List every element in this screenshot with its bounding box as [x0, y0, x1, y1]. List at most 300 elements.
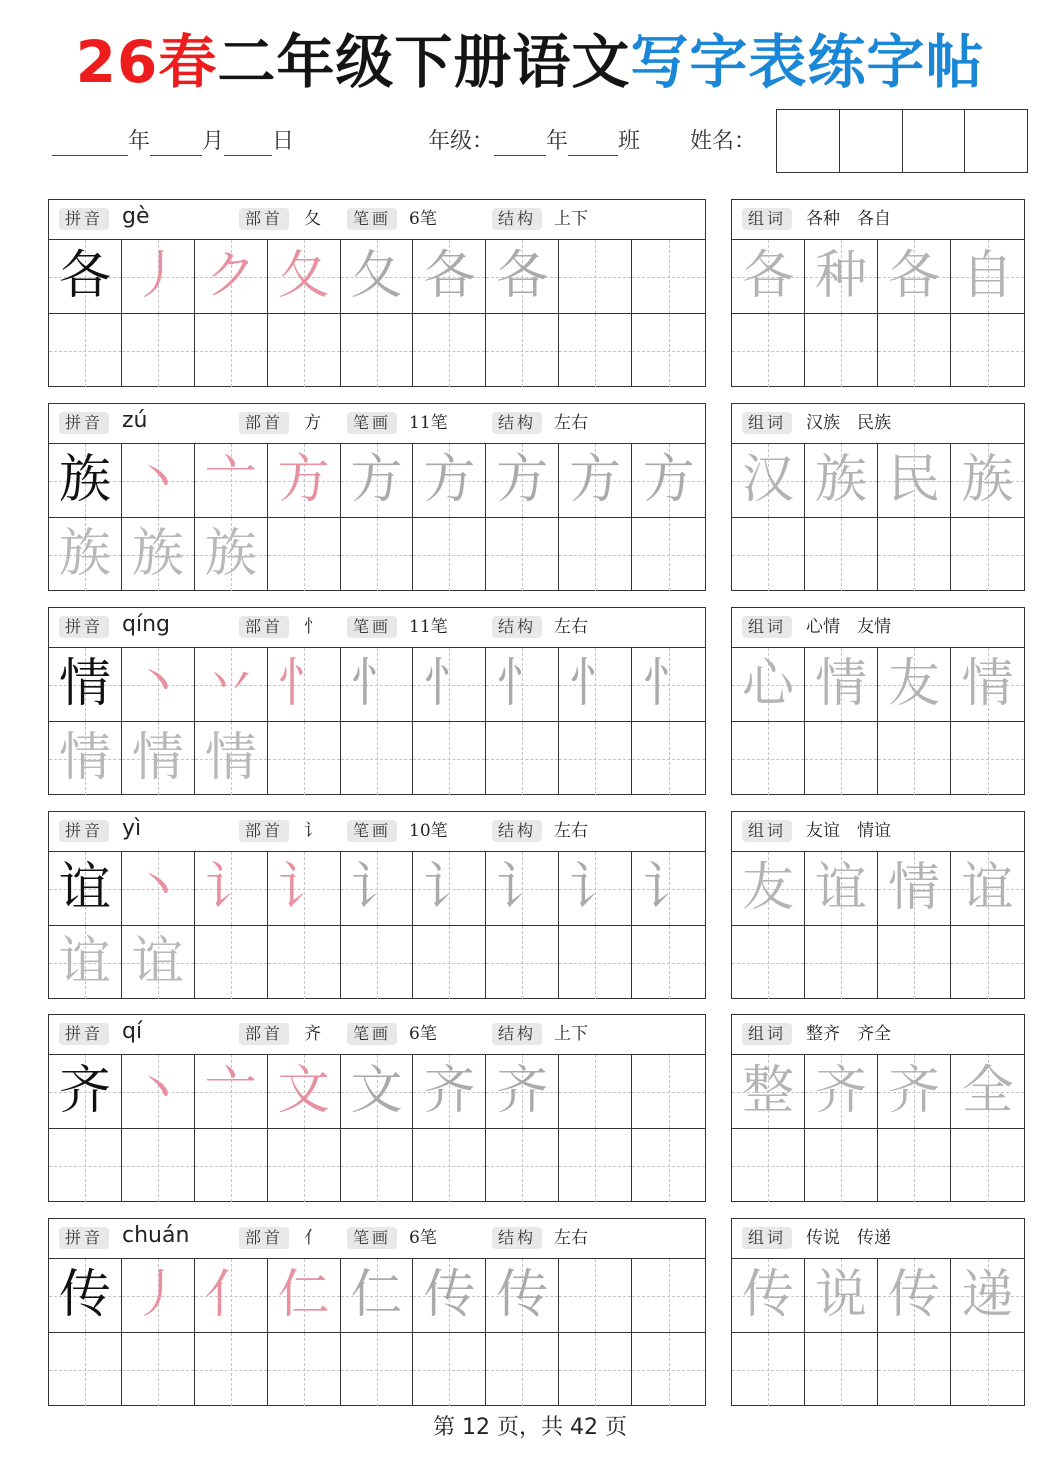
character-practice-panel: [48, 1218, 706, 1406]
word-practice-panel: [731, 403, 1025, 591]
stroke-step: 丷: [204, 654, 257, 714]
strokes-value: 10笔: [409, 821, 448, 841]
grid-cell[interactable]: [122, 518, 195, 591]
page-footer: 第 12 页，共 42 页: [433, 1415, 627, 1440]
grid-cell[interactable]: [268, 1259, 341, 1332]
stroke-step: 忄: [569, 654, 622, 714]
grid-cell[interactable]: [413, 1055, 486, 1128]
grid-cell[interactable]: [559, 240, 632, 313]
character-practice-panel: [48, 403, 706, 591]
grid-cell[interactable]: [122, 648, 195, 721]
grid-cell[interactable]: [413, 444, 486, 517]
grid-cell[interactable]: [413, 926, 486, 999]
grid-cell[interactable]: [413, 648, 486, 721]
words-tag: 组词: [742, 820, 792, 842]
grid-cell[interactable]: [951, 240, 1024, 313]
stroke-step: 文: [350, 1061, 403, 1121]
word-character: 友: [741, 858, 794, 918]
grid-cell[interactable]: [49, 518, 122, 591]
title-part-red: 26春: [75, 28, 218, 96]
grid-cell[interactable]: [632, 240, 705, 313]
grid-cell[interactable]: [632, 444, 705, 517]
month-blank[interactable]: [150, 129, 202, 156]
grid-cell[interactable]: [268, 314, 341, 387]
name-label: 姓名：: [690, 129, 757, 154]
grid-cell[interactable]: [268, 240, 341, 313]
trace-character: 情: [131, 728, 184, 788]
trace-character: 情: [204, 728, 257, 788]
radical-value: 夂: [304, 209, 321, 229]
words-tag: 组词: [742, 412, 792, 434]
stroke-step: 方: [642, 450, 695, 510]
stroke-step: 丿: [131, 246, 184, 306]
grid-cell[interactable]: [951, 1055, 1024, 1128]
grid-cell[interactable]: [632, 648, 705, 721]
radical-value: 方: [304, 413, 321, 433]
grid-cell[interactable]: [341, 1129, 414, 1202]
grid-cell[interactable]: [951, 1129, 1024, 1202]
stroke-step: 方: [423, 450, 476, 510]
pinyin-value: zú: [122, 408, 148, 433]
grid-cell[interactable]: [559, 722, 632, 795]
grid-cell[interactable]: [878, 1129, 951, 1202]
word-info-header: [732, 1015, 1024, 1055]
grid-cell[interactable]: [486, 722, 559, 795]
word-character: 整: [741, 1061, 794, 1121]
stroke-step: 忄: [277, 654, 330, 714]
grid-cell[interactable]: [632, 518, 705, 591]
grid-cell[interactable]: [268, 926, 341, 999]
character-info-header: [49, 404, 705, 444]
grid-cell[interactable]: [413, 240, 486, 313]
grid-cell[interactable]: [559, 926, 632, 999]
grid-cell[interactable]: [559, 1259, 632, 1332]
grid-cell[interactable]: [732, 1055, 805, 1128]
words-value: 传说 传递: [806, 1228, 891, 1248]
grid-cell[interactable]: [49, 240, 122, 313]
grid-cell[interactable]: [268, 1055, 341, 1128]
grid-cell[interactable]: [268, 722, 341, 795]
grid-cell[interactable]: [878, 1055, 951, 1128]
grid-cell[interactable]: [805, 648, 878, 721]
character-practice-panel: [48, 607, 706, 795]
strokes-value: 6笔: [409, 1228, 437, 1248]
grid-cell[interactable]: [195, 1055, 268, 1128]
character-practice-panel: [48, 1014, 706, 1202]
grid-cell[interactable]: [732, 1259, 805, 1332]
stroke-order-row: [49, 240, 705, 313]
grid-cell[interactable]: [878, 314, 951, 387]
grade-label: 年级：: [428, 129, 495, 154]
grid-cell[interactable]: [195, 240, 268, 313]
grid-cell[interactable]: [413, 722, 486, 795]
tracing-row: [49, 925, 705, 999]
grid-cell[interactable]: [632, 1129, 705, 1202]
grid-cell[interactable]: [195, 1129, 268, 1202]
character-practice-panel: [48, 811, 706, 999]
grid-cell[interactable]: [195, 518, 268, 591]
grade-class-blank[interactable]: [568, 129, 618, 156]
words-value: 整齐 齐全: [806, 1024, 891, 1044]
grid-cell[interactable]: [951, 852, 1024, 925]
strokes-tag: 笔画: [347, 412, 397, 434]
grid-cell[interactable]: [486, 518, 559, 591]
grid-cell[interactable]: [632, 926, 705, 999]
grade-year-blank[interactable]: [494, 129, 546, 156]
word-practice-panel: [731, 199, 1025, 387]
word-grid: [732, 852, 1024, 998]
grid-cell[interactable]: [486, 240, 559, 313]
stroke-step: 方: [277, 450, 330, 510]
word-character: 民: [887, 450, 940, 510]
word-character: 各: [741, 246, 794, 306]
stroke-step: 讠: [277, 858, 330, 918]
stroke-step: 方: [350, 450, 403, 510]
grid-cell[interactable]: [122, 1129, 195, 1202]
grid-cell[interactable]: [632, 314, 705, 387]
main-character: 族: [58, 450, 111, 510]
grid-cell[interactable]: [732, 852, 805, 925]
words-value: 汉族 民族: [806, 413, 891, 433]
grid-cell[interactable]: [878, 648, 951, 721]
trace-character: 族: [204, 524, 257, 584]
grid-cell[interactable]: [951, 722, 1024, 795]
strokes-tag: 笔画: [347, 616, 397, 638]
word-character: 友: [887, 654, 940, 714]
grid-cell[interactable]: [559, 1055, 632, 1128]
grid-cell[interactable]: [732, 648, 805, 721]
grid-cell[interactable]: [268, 1129, 341, 1202]
grid-cell[interactable]: [122, 444, 195, 517]
grid-cell[interactable]: [732, 240, 805, 313]
grid-cell[interactable]: [951, 926, 1024, 999]
grid-cell[interactable]: [559, 1333, 632, 1406]
grid-cell[interactable]: [951, 648, 1024, 721]
grid-cell[interactable]: [49, 1259, 122, 1332]
grid-cell[interactable]: [486, 314, 559, 387]
main-character: 传: [58, 1265, 111, 1325]
grid-cell[interactable]: [341, 648, 414, 721]
grid-cell[interactable]: [49, 926, 122, 999]
grid-cell[interactable]: [122, 926, 195, 999]
stroke-step: 文: [277, 1061, 330, 1121]
grid-cell[interactable]: [122, 852, 195, 925]
word-character: 情: [814, 654, 867, 714]
grid-cell[interactable]: [732, 1333, 805, 1406]
word-info-header: [732, 1219, 1024, 1259]
stroke-step: 夂: [350, 246, 403, 306]
grid-cell[interactable]: [268, 518, 341, 591]
grid-cell[interactable]: [341, 1259, 414, 1332]
words-value: 心情 友情: [806, 617, 891, 637]
pinyin-value: yì: [122, 816, 142, 841]
grid-cell[interactable]: [878, 722, 951, 795]
grid-cell[interactable]: [951, 444, 1024, 517]
grid-cell[interactable]: [195, 1333, 268, 1406]
stroke-step: 忄: [423, 654, 476, 714]
name-box[interactable]: [777, 110, 840, 172]
grid-cell[interactable]: [878, 1333, 951, 1406]
grade-line: [428, 128, 640, 168]
grid-cell[interactable]: [559, 518, 632, 591]
word-trace-row: [732, 1259, 1024, 1332]
structure-tag: 结构: [492, 1023, 542, 1045]
structure-value: 左右: [554, 617, 588, 637]
grid-cell[interactable]: [559, 648, 632, 721]
radical-value: 齐: [304, 1024, 321, 1044]
name-box[interactable]: [840, 110, 903, 172]
word-practice-panel: [731, 1014, 1025, 1202]
words-tag: 组词: [742, 1023, 792, 1045]
grid-cell[interactable]: [878, 1259, 951, 1332]
strokes-tag: 笔画: [347, 1227, 397, 1249]
word-character: 情: [887, 858, 940, 918]
grid-cell[interactable]: [805, 1333, 878, 1406]
word-grid: [732, 444, 1024, 590]
grid-cell[interactable]: [632, 1055, 705, 1128]
stroke-step: 方: [569, 450, 622, 510]
grid-cell[interactable]: [268, 1333, 341, 1406]
grid-cell[interactable]: [268, 852, 341, 925]
grid-cell[interactable]: [559, 314, 632, 387]
grid-cell[interactable]: [486, 1055, 559, 1128]
grid-cell[interactable]: [49, 314, 122, 387]
stroke-order-row: [49, 648, 705, 721]
word-character: 谊: [961, 858, 1014, 918]
grid-cell[interactable]: [341, 444, 414, 517]
word-trace-row: [732, 240, 1024, 313]
grid-cell[interactable]: [805, 1259, 878, 1332]
radical-tag: 部首: [239, 820, 289, 842]
strokes-value: 11笔: [409, 617, 448, 637]
tracing-row: [49, 721, 705, 795]
main-character: 谊: [58, 858, 111, 918]
name-box[interactable]: [903, 110, 966, 172]
grid-cell[interactable]: [122, 1259, 195, 1332]
character-info-header: [49, 812, 705, 852]
grid-cell[interactable]: [732, 444, 805, 517]
stroke-step: 忄: [350, 654, 403, 714]
structure-tag: 结构: [492, 1227, 542, 1249]
grid-cell[interactable]: [559, 852, 632, 925]
grid-cell[interactable]: [951, 518, 1024, 591]
title-part-black: 二年级下册语文: [217, 28, 631, 96]
grid-cell[interactable]: [805, 1129, 878, 1202]
grid-cell[interactable]: [341, 722, 414, 795]
grid-cell[interactable]: [632, 852, 705, 925]
stroke-step: 各: [423, 246, 476, 306]
grid-cell[interactable]: [951, 314, 1024, 387]
stroke-step: 方: [496, 450, 549, 510]
tracing-row: [49, 1332, 705, 1406]
words-tag: 组词: [742, 208, 792, 230]
stroke-step: 传: [496, 1265, 549, 1325]
grid-cell[interactable]: [805, 852, 878, 925]
structure-value: 上下: [554, 209, 588, 229]
grid-cell[interactable]: [341, 518, 414, 591]
stroke-step: 齐: [423, 1061, 476, 1121]
word-character: 自: [961, 246, 1014, 306]
grid-cell[interactable]: [486, 1333, 559, 1406]
grid-cell[interactable]: [413, 1259, 486, 1332]
grid-cell[interactable]: [486, 1129, 559, 1202]
stroke-order-row: [49, 1259, 705, 1332]
grid-cell[interactable]: [732, 314, 805, 387]
stroke-step: 讠: [642, 858, 695, 918]
grid-cell[interactable]: [805, 444, 878, 517]
stroke-step: 丶: [131, 858, 184, 918]
grid-cell[interactable]: [878, 240, 951, 313]
grid-cell[interactable]: [122, 1055, 195, 1128]
strokes-tag: 笔画: [347, 208, 397, 230]
grid-cell[interactable]: [49, 1333, 122, 1406]
grid-cell[interactable]: [195, 722, 268, 795]
pinyin-tag: 拼音: [59, 820, 109, 842]
grid-cell[interactable]: [195, 648, 268, 721]
grid-cell[interactable]: [195, 852, 268, 925]
grid-cell[interactable]: [805, 240, 878, 313]
tracing-row: [49, 313, 705, 387]
grid-cell[interactable]: [268, 444, 341, 517]
grid-cell[interactable]: [122, 722, 195, 795]
pinyin-tag: 拼音: [59, 412, 109, 434]
grid-cell[interactable]: [951, 1259, 1024, 1332]
words-value: 各种 各自: [806, 209, 891, 229]
grid-cell[interactable]: [732, 1129, 805, 1202]
grid-cell[interactable]: [122, 1333, 195, 1406]
grid-cell[interactable]: [732, 722, 805, 795]
grid-cell[interactable]: [49, 1129, 122, 1202]
word-character: 递: [961, 1265, 1014, 1325]
stroke-step: 讠: [496, 858, 549, 918]
grid-cell[interactable]: [805, 314, 878, 387]
grid-cell[interactable]: [805, 926, 878, 999]
word-character: 齐: [814, 1061, 867, 1121]
grid-cell[interactable]: [49, 444, 122, 517]
words-value: 友谊 情谊: [806, 821, 891, 841]
grid-cell[interactable]: [341, 240, 414, 313]
grid-cell[interactable]: [341, 926, 414, 999]
trace-character: 族: [131, 524, 184, 584]
word-grid: [732, 1055, 1024, 1201]
stroke-order-row: [49, 852, 705, 925]
grid-cell[interactable]: [878, 444, 951, 517]
grid-cell[interactable]: [413, 852, 486, 925]
grade-class-label: 班: [618, 129, 641, 154]
day-blank[interactable]: [224, 129, 272, 156]
pinyin-value: chuán: [122, 1223, 190, 1248]
grid-cell[interactable]: [413, 1129, 486, 1202]
word-character: 传: [887, 1265, 940, 1325]
grid-cell[interactable]: [413, 1333, 486, 1406]
grid-cell[interactable]: [805, 722, 878, 795]
grid-cell[interactable]: [632, 1259, 705, 1332]
structure-tag: 结构: [492, 208, 542, 230]
grid-cell[interactable]: [951, 1333, 1024, 1406]
practice-grid: [49, 240, 705, 386]
grid-cell[interactable]: [732, 518, 805, 591]
radical-tag: 部首: [239, 208, 289, 230]
strokes-value: 11笔: [409, 413, 448, 433]
grid-cell[interactable]: [341, 852, 414, 925]
stroke-step: 丿: [131, 1265, 184, 1325]
month-label: 月: [202, 129, 225, 154]
grid-cell[interactable]: [486, 926, 559, 999]
grid-cell[interactable]: [195, 926, 268, 999]
stroke-step: 讠: [350, 858, 403, 918]
grid-cell[interactable]: [413, 314, 486, 387]
word-info-header: [732, 812, 1024, 852]
pinyin-tag: 拼音: [59, 1227, 109, 1249]
grid-cell[interactable]: [632, 1333, 705, 1406]
grid-cell[interactable]: [486, 648, 559, 721]
grid-cell[interactable]: [268, 648, 341, 721]
grid-cell[interactable]: [486, 444, 559, 517]
grid-cell[interactable]: [559, 1129, 632, 1202]
grid-cell[interactable]: [878, 518, 951, 591]
day-label: 日: [272, 129, 295, 154]
grid-cell[interactable]: [486, 852, 559, 925]
grid-cell[interactable]: [122, 240, 195, 313]
title-part-blue: 写字表练字帖: [630, 28, 985, 96]
grid-cell[interactable]: [49, 852, 122, 925]
stroke-step: 丶: [131, 1061, 184, 1121]
word-character: 全: [961, 1061, 1014, 1121]
grade-year-label: 年: [546, 129, 569, 154]
grid-cell[interactable]: [732, 926, 805, 999]
stroke-step: 各: [496, 246, 549, 306]
trace-character: 族: [58, 524, 111, 584]
grid-cell[interactable]: [878, 852, 951, 925]
stroke-step: 夂: [277, 246, 330, 306]
grid-cell[interactable]: [341, 314, 414, 387]
grid-cell[interactable]: [195, 1259, 268, 1332]
word-grid: [732, 1259, 1024, 1405]
grid-cell[interactable]: [805, 518, 878, 591]
grid-cell[interactable]: [632, 722, 705, 795]
grid-cell[interactable]: [195, 444, 268, 517]
words-tag: 组词: [742, 616, 792, 638]
name-box[interactable]: [965, 110, 1027, 172]
structure-value: 左右: [554, 821, 588, 841]
practice-grid: [49, 852, 705, 998]
main-character: 情: [58, 654, 111, 714]
grid-cell[interactable]: [49, 722, 122, 795]
strokes-value: 6笔: [409, 209, 437, 229]
grid-cell[interactable]: [341, 1333, 414, 1406]
grid-cell[interactable]: [486, 1259, 559, 1332]
structure-value: 上下: [554, 1024, 588, 1044]
year-blank[interactable]: [52, 129, 128, 156]
grid-cell[interactable]: [195, 314, 268, 387]
structure-tag: 结构: [492, 820, 542, 842]
stroke-step: 仁: [277, 1265, 330, 1325]
grid-cell[interactable]: [878, 926, 951, 999]
grid-cell[interactable]: [341, 1055, 414, 1128]
trace-character: 情: [58, 728, 111, 788]
word-character: 种: [814, 246, 867, 306]
pinyin-value: qíng: [122, 612, 170, 637]
grid-cell[interactable]: [559, 444, 632, 517]
word-grid: [732, 648, 1024, 794]
grid-cell[interactable]: [49, 1055, 122, 1128]
stroke-step: 丶: [131, 654, 184, 714]
grid-cell[interactable]: [413, 518, 486, 591]
grid-cell[interactable]: [49, 648, 122, 721]
character-info-header: [49, 1219, 705, 1259]
grid-cell[interactable]: [805, 1055, 878, 1128]
grid-cell[interactable]: [122, 314, 195, 387]
